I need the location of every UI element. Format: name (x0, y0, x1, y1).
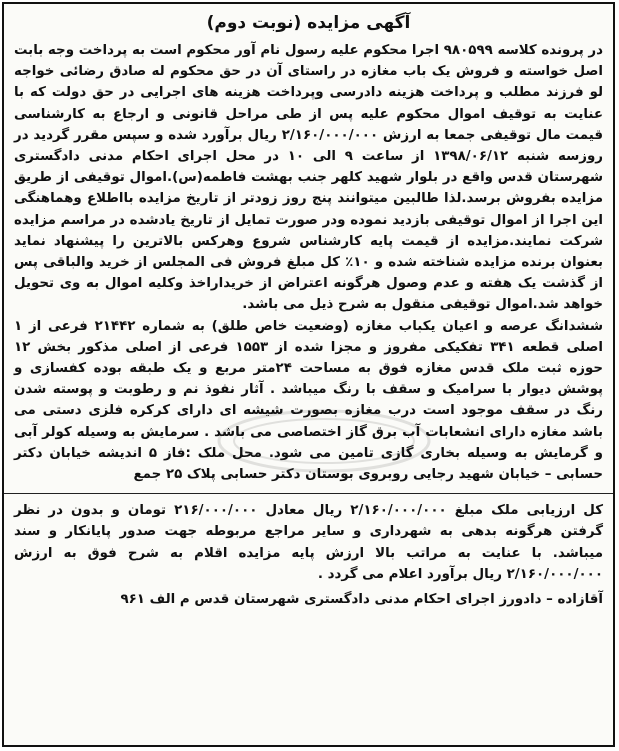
section-divider (4, 493, 613, 494)
valuation-paragraph: کل ارزیابی ملک مبلغ ۲/۱۶۰/۰۰۰/۰۰۰ ریال معادل ۲۱۶/۰۰۰/۰۰۰ تومان و بدون در نظر گرفتن هرگونه بدهی به شهرداری و سایر مراجع مربوطه جهت صدور پایانکار و سند میباشد. با عنایت به مراتب بالا ارزش پایه مزایده اقلام به شرح فوق به ارزش ۲/۱۶۰/۰۰۰/۰۰۰ ریال برآورد اعلام می گردد . (14, 503, 603, 582)
notice-body (14, 40, 603, 485)
notice-signature: آقازاده – دادورز اجرای احکام مدنی دادگستری شهرستان قدس م الف ۹۶۱ (120, 592, 603, 608)
valuation-section (14, 500, 603, 585)
notice-title: آگهی مزایده (نوبت دوم) (206, 13, 411, 33)
auction-notice (2, 2, 615, 747)
property-description-paragraph: ششدانگ عرصه و اعیان یکباب مغازه (وضعیت خاص طلق) به شماره ۲۱۴۴۲ فرعی از ۱ اصلی قطعه ۳۴۱ تفکیکی مفروز و مجزا شده از ۱۵۵۳ فرعی از اصلی مذکور بخش ۱۲ حوزه ثبت ملک قدس مغازه فوق به مساحت ۲۴متر مربع و یک طبقه بوده کفسازی و پوشش دیوار با سرامیک و سقف با رنگ میباشد . آثار نفوذ نم و رطوبت و پوسته شدن رنگ در سقف موجود است درب مغازه بصورت شیشه ای دارای کرکره فلزی دستی می باشد مغازه دارای انشعابات آب برق گاز اختصاصی می باشد . سرمایش به وسیله کولر آبی و گرمایش به وسیله بخاری گازی تامین می شود. محل ملک :فاز ۵ اندیشه خیابان دکتر حسابی – خیابان شهید رجایی روبروی بوستان دکتر حسابی پلاک ۲۵ جمع (14, 318, 604, 483)
case-paragraph: در پرونده کلاسه ۹۸۰۵۹۹ اجرا محکوم علیه رسول نام آور محکوم است به پرداخت وجه بابت اصل خواسته و فروش یک باب مغازه در راستای آن در حق محکوم له صادق رضائی خواجه لو فرزند مطلب و پرداخت هزینه دادرسی وپرداخت هزینه های اجرایی در حق دولت که با عنایت به توقیف اموال محکوم علیه پس از طی مراحل قانونی و ارجاع به کارشناسی قیمت مال توقیفی جمعا به ارزش ۲/۱۶۰/۰۰۰/۰۰۰ ریال برآورد شده و سپس مقرر گردید در روزسه شنبه ۱۳۹۸/۰۶/۱۲ از ساعت ۹ الی ۱۰ در محل اجرای احکام مدنی دادگستری شهرستان قدس واقع در بلوار شهید کلهر جنب بهشت فاطمه(س).اموال توقیفی از طریق مزایده بفروش برسد.لذا طالبین میتوانند پنج روز زودتر از تاریخ مزایده بااطلاع وهماهنگی این اجرا از اموال توقیفی بازدید نموده ودر صورت تمایل از تاریخ یادشده در مراسم مزایده شرکت نمایند.مزایده از قیمت پایه کارشناس شروع وهرکس بالاترین را پیشنهاد نماید بعنوان برنده مزایده شناخته شده و ۱۰٪ کل مبلغ فروش فی المجلس از خرید والباقی پس از گذشت یک هفته و عدم وصول هرگونه اعتراض از خریداراخذ وکلیه اموال به وی تحویل خواهد شد.اموال توقیفی منقول به شرح ذیل می باشد. (14, 43, 603, 313)
